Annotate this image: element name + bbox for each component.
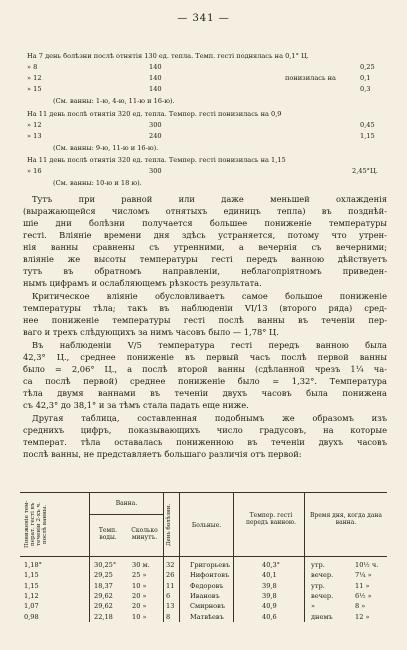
cell-patient: Григорьевъ [190,561,231,569]
cell-time-hour: 10½ ч. [355,561,379,569]
cell-patient: Ивановъ [190,591,220,600]
cell-time-label: вечер. [311,591,334,600]
obs-c-note: (См. ванны: 10-ю и 18 ю). [53,179,142,187]
cell-time-hour: 12 » [355,612,370,621]
obs-b-line-3: » 13 240 1,15 [27,132,375,140]
cell-temp-before: 39,8 [262,581,277,590]
header-reduction: Пониженіе тем- перат. гесті въ теченіи 2-хъ ч. послѣ ванны. [24,500,48,548]
obs-b-note: (См. ванны: 9-ю, 11-ю и 16-ю). [53,144,159,152]
col-divider [304,492,305,622]
header-duration: Сколько минутъ. [131,527,158,541]
cell-time-label: утр. [311,581,325,590]
cell-time-label: утр. [311,561,325,569]
obs-a-line-2: » 8 140 0,25 [27,63,375,71]
cell-day: 11 [166,581,175,590]
header-bath: Ванна. [115,500,138,507]
col-divider [233,492,234,622]
cell-reduction: 0,98 [24,612,39,621]
header-day: День болѣзни. [166,503,172,547]
table-header-rule [20,556,387,557]
obs-a-note: (См. ванны: 1-ю, 4-ю, 11-ю и 16-ю). [53,97,175,105]
cell-patient: Федоровъ [190,581,224,590]
cell-temp-before: 40,3° [262,561,280,569]
cell-water-temp: 29,25 [94,571,113,580]
cell-time-hour: 8 » [355,602,366,611]
page-header: — 341 — [177,13,230,24]
obs-a-line-1: На 7 день болѣзни послѣ отнятія 130 ед. тепла. Темп. гесті поднялась на 0,1° Ц. [27,52,309,60]
header-water-temp: Темп. воды. [98,527,118,541]
obs-a-line-4: » 15 140 0,3 [27,85,371,93]
paragraph-2: Критическое вліяніе обусловливаетъ самое большое пониженіе температуры тѣла; такъ въ наблюденіи VI/13 (второго ряда) сред- нее пониженіе температуры гесті послѣ ванны въ теченіи пер- ваго и трехъ слѣдующихъ за нимъ часовъ было — 1,78° Ц. [23,291,387,338]
obs-c-line-1: На 11 день послѣ отнятія 320 ед. тепла. Темпер. гесті понизилась на 1,15 [27,156,286,164]
paragraph-1: Тутъ при равной или даже меньшей охлажденія (выражающейся числомъ отнятыхъ единицъ тепла) въ позднѣй- шіе дни болѣзни получается большее пониженіе температуры гесті. Вліяніе времени дня здѣсь устраняется, потому что утрен- нія ванны сравнены съ утренними, а вечернія съ вечерними; вліяніе же высоты температуры гесті передъ ванною дѣйствуетъ тутъ въ обратномъ направленіи, неблагопріятномъ приведен- нымъ цифрамъ и ослабляющемъ рѣзкость результата. [23,194,387,289]
cell-temp-before: 40,9 [262,602,277,611]
cell-time-label: днемъ [311,612,333,621]
cell-reduction: 1,18° [24,561,42,569]
cell-water-temp: 22,18 [94,612,113,621]
cell-duration: 10 » [132,612,147,621]
cell-day: 26 [166,571,175,580]
header-temp-before: Темпер. гесті передъ ванною. [245,512,297,526]
cell-patient: Матвѣевъ [190,612,224,621]
cell-time-hour: 11 » [355,581,370,590]
cell-reduction: 1,15 [24,571,39,580]
bath-header-rule [90,514,163,515]
cell-time-label: » [311,602,316,611]
cell-duration: 20 » [132,602,147,611]
cell-water-temp: 29,62 [94,591,113,600]
cell-temp-before: 40,1 [262,571,277,580]
cell-day: 13 [166,602,175,611]
cell-reduction: 1,12 [24,591,39,600]
table-top-rule [20,492,387,493]
cell-day: 6 [166,591,171,600]
header-time-of-day: Время дня, когда дана ванна. [310,512,382,526]
cell-reduction: 1,07 [24,602,39,611]
cell-time-label: вечер. [311,571,334,580]
cell-duration: 10 » [132,581,147,590]
col-divider [89,492,90,622]
cell-duration: 25 » [132,571,147,580]
header-patients: Больные. [191,522,222,529]
cell-temp-before: 40,6 [262,612,277,621]
cell-water-temp: 29,62 [94,602,113,611]
obs-a-line-3: » 12 140 понизилась на 0,1 [27,74,371,82]
cell-reduction: 1,15 [24,581,39,590]
cell-time-hour: 7¼ » [355,571,372,580]
cell-patient: Смирновъ [190,602,226,611]
obs-c-line-2: » 16 300 2,45°Ц. [27,167,378,175]
cell-duration: 20 » [132,591,147,600]
cell-temp-before: 39,8 [262,591,277,600]
cell-water-temp: 18,37 [94,581,113,590]
cell-day: 32 [166,561,175,569]
cell-time-hour: 6½ » [355,591,372,600]
paragraph-4: Другая таблица, составленная подобнымъ же образомъ изъ среднихъ цифръ, показывающихъ число градусовъ, на которые температ. тѣла оставалась пониженною въ теченіи двухъ часовъ послѣ ванны, не представляетъ большаго различія отъ первой: [23,413,387,460]
col-divider [179,492,180,622]
cell-water-temp: 30,25° [94,561,117,569]
obs-b-line-1: На 11 день послѣ отнятія 320 ед. тепла. Темпер. гесті понизилась на 0,9 [27,110,282,118]
col-divider [163,492,164,622]
cell-patient: Нифонтовъ [190,571,230,580]
cell-duration: 30 м. [132,561,150,569]
obs-b-line-2: » 12 300 0,45 [27,121,375,129]
cell-day: 8 [166,612,171,621]
paragraph-3: Въ наблюденіи V/5 температура гесті передъ ванною была 42,3° Ц., среднее пониженіе въ первый часъ послѣ первой ванны было = 2,06° Ц., а послѣ второй ванны (сдѣланной чрезъ 1¼ ча- са послѣ первой) среднее пониженіе было = 1,32°. Температура тѣла двумя ваннами въ теченіи двухъ часовъ была понижена съ 42,3° до 38,1° и за тѣмъ стала падать еще ниже. [23,340,387,411]
